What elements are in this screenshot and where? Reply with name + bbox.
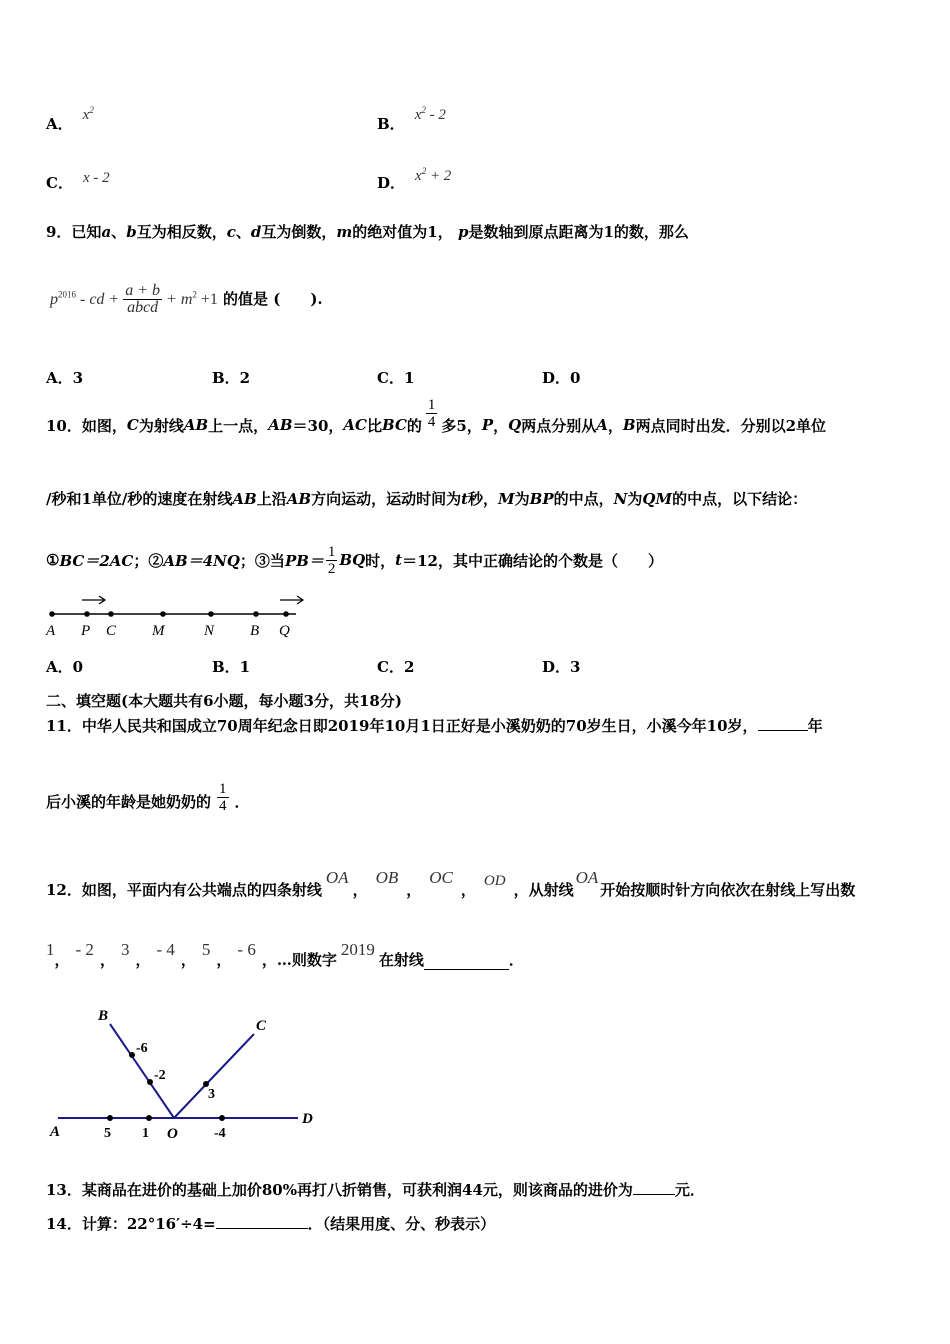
q11-line1: 11．中华人民共和国成立70周年纪念日即2019年10月1日正好是小溪奶奶的70岁生日，小溪今年10岁， 年	[46, 717, 823, 735]
num-minus4: -4	[214, 1126, 226, 1141]
q14: 14．计算：22°16′÷4= ．（结果用度、分、秒表示）	[46, 1215, 496, 1233]
ray-oc	[174, 1034, 254, 1118]
point-b	[253, 611, 259, 617]
label-c: C	[106, 623, 117, 639]
q10-option-d: D．3	[542, 658, 581, 676]
q10-option-c: C．2	[377, 658, 415, 676]
q12-rays-figure	[46, 1000, 336, 1150]
num-3: 3	[208, 1087, 215, 1102]
q8-option-a: A． $x^2$	[46, 105, 94, 133]
q12-line1: 12．如图，平面内有公共端点的四条射线 OA ， OB ， OC ， OD ，从射线 OA 开始按顺时针方向依次在射线上写出数	[46, 868, 856, 899]
q10-line3: ① BC＝2AC ；② AB＝4NQ ；③当 PB＝ $\frac{1}{2}$ BQ 时， t ＝12，其中正确结论的个数是（ ）	[46, 543, 663, 577]
num-1: 1	[142, 1126, 149, 1141]
q13: 13．某商品在进价的基础上加价80%再打八折销售，可获利润44元，则该商品的进价为 元．	[46, 1181, 705, 1199]
point-n	[208, 611, 214, 617]
q8-option-c: C． x - 2	[46, 170, 110, 192]
label-p: P	[81, 623, 91, 639]
q12-line2: 1 ， - 2 ， 3 ， - 4 ， 5 ， - 6 ，…则数字 2019 在射线 ．	[46, 940, 524, 969]
point-5	[107, 1115, 113, 1121]
q11-line2: 后小溪的年龄是她奶奶的 $\frac{1}{4}$ ．	[46, 780, 250, 814]
q13-blank[interactable]	[633, 1194, 675, 1195]
label-o: O	[167, 1126, 178, 1142]
q9-option-c: C．1	[377, 369, 415, 387]
section-title: 二、填空题(本大题共有6小题，每小题3分，共18分)	[46, 692, 402, 710]
q8-option-b: B． $x^2 - 2$	[377, 105, 446, 133]
point-m	[160, 611, 166, 617]
num-minus2: -2	[154, 1068, 166, 1083]
q9-option-b: B．2	[212, 369, 251, 387]
label-m: M	[152, 623, 165, 639]
point-minus4	[219, 1115, 225, 1121]
label-q: Q	[279, 623, 290, 639]
label-b: B	[98, 1008, 109, 1024]
q14-blank[interactable]	[216, 1228, 308, 1229]
point-minus2	[147, 1079, 153, 1085]
point-c	[108, 611, 114, 617]
q10-line1: 10．如图， C 为射线 AB 上一点， AB ＝30， AC 比 BC 的 $\frac{1}{4}$ 多5， P ， Q 两点分别从 A ， B 两点同时出发．分别以2单位	[46, 396, 827, 435]
arrow-p	[82, 596, 105, 604]
label-a: A	[46, 623, 56, 639]
label-c: C	[256, 1018, 267, 1034]
label-b: B	[250, 623, 260, 639]
q8-option-d: D． $x^2 + 2$	[377, 166, 452, 192]
q10-line2: /秒和1单位/秒的速度在射线AB上沿AB方向运动，运动时间为t秒，M为BP的中点，N为QM的中点，以下结论：	[46, 490, 808, 508]
q9-stem: 9．已知a、b互为相反数，c、d互为倒数，m的绝对值为1， p是数轴到原点距离为1的数，那么	[46, 223, 689, 241]
q10-option-a: A．0	[46, 658, 84, 676]
point-a	[49, 611, 55, 617]
q9-option-a: A．3	[46, 369, 84, 387]
label-d: D	[302, 1111, 313, 1127]
point-q	[283, 611, 289, 617]
point-minus6	[129, 1052, 135, 1058]
label-a: A	[50, 1124, 61, 1140]
point-p	[84, 611, 90, 617]
q12-blank[interactable]	[424, 969, 509, 970]
num-minus6: -6	[136, 1041, 148, 1056]
arrow-q	[280, 596, 303, 604]
q11-blank[interactable]	[758, 730, 808, 731]
q10-number-line-figure	[40, 590, 320, 642]
q9-option-d: D．0	[542, 369, 581, 387]
q10-option-b: B．1	[212, 658, 251, 676]
num-5: 5	[104, 1126, 111, 1141]
q9-expression: $p^{2016}$ - cd + $\frac{a + b}{\text{abcd}}$ + $m^2 +1$ 的值是 ( ).	[50, 282, 323, 316]
label-n: N	[204, 623, 215, 639]
point-1	[146, 1115, 152, 1121]
